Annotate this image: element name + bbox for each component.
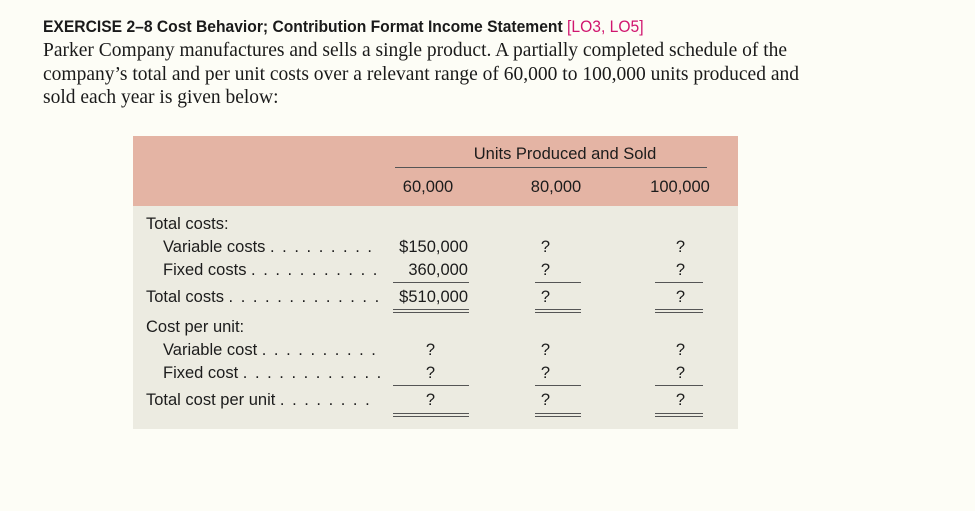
subtotal-rule (535, 282, 581, 283)
exercise-paragraph (43, 39, 873, 110)
cell-total-cost-per-unit-60000: ? (425, 391, 436, 409)
total-double-rule (655, 413, 703, 417)
paragraph-line: sold each year is given below: (43, 87, 279, 108)
row-label-variable-costs: Variable costs . . . . . . . . . (163, 238, 374, 256)
exercise-heading (43, 16, 871, 38)
total-double-rule (535, 309, 581, 313)
total-double-rule (655, 309, 703, 313)
section-total-costs: Total costs: (146, 215, 229, 233)
cell-fixed-costs-60000: 360,000 (408, 261, 468, 279)
cell-variable-costs-60000: $150,000 (399, 238, 468, 256)
subtotal-rule (655, 385, 703, 386)
cell-fixed-cost-100000: ? (675, 364, 686, 382)
total-double-rule (535, 413, 581, 417)
cell-variable-costs-80000: ? (540, 238, 551, 256)
paragraph-line: Parker Company manufactures and sells a single product. A partially completed schedule of the (43, 40, 788, 61)
cell-total-costs-80000: ? (540, 288, 551, 306)
row-label-fixed-cost: Fixed cost . . . . . . . . . . . . (163, 364, 383, 382)
cell-variable-cost-80000: ? (540, 341, 551, 359)
cell-variable-cost-100000: ? (675, 341, 686, 359)
cell-fixed-costs-80000: ? (540, 261, 551, 279)
learning-objective-refs: [LO3, LO5] (567, 17, 644, 36)
cell-total-cost-per-unit-100000: ? (675, 391, 686, 409)
subtotal-rule (393, 385, 469, 386)
header-rule (395, 167, 707, 168)
total-double-rule (393, 309, 469, 313)
cell-fixed-cost-60000: ? (425, 364, 436, 382)
row-label-total-costs: Total costs . . . . . . . . . . . . . (146, 288, 381, 306)
row-label-fixed-costs: Fixed costs . . . . . . . . . . . (163, 261, 379, 279)
cell-variable-costs-100000: ? (675, 238, 686, 256)
cell-fixed-cost-80000: ? (540, 364, 551, 382)
row-label-variable-cost: Variable cost . . . . . . . . . . (163, 341, 378, 359)
exercise-title: EXERCISE 2–8 Cost Behavior; Contribution Format Income Statement (43, 17, 563, 36)
paragraph-line: company’s total and per unit costs over a relevant range of 60,000 to 100,000 units produced and (43, 63, 799, 85)
cell-total-costs-60000: $510,000 (399, 288, 468, 306)
total-double-rule (393, 413, 469, 417)
section-cost-per-unit: Cost per unit: (146, 318, 245, 336)
units-produced-sold-header: Units Produced and Sold (473, 145, 657, 163)
subtotal-rule (393, 282, 469, 283)
cost-schedule-table (133, 136, 738, 429)
row-label-total-cost-per-unit: Total cost per unit . . . . . . . . (146, 391, 372, 409)
column-header-60000: 60,000 (402, 178, 454, 196)
cell-variable-cost-60000: ? (425, 341, 436, 359)
subtotal-rule (535, 385, 581, 386)
column-header-100000: 100,000 (650, 178, 710, 196)
cell-total-cost-per-unit-80000: ? (540, 391, 551, 409)
cell-total-costs-100000: ? (675, 288, 686, 306)
column-header-80000: 80,000 (530, 178, 582, 196)
cell-fixed-costs-100000: ? (675, 261, 686, 279)
subtotal-rule (655, 282, 703, 283)
